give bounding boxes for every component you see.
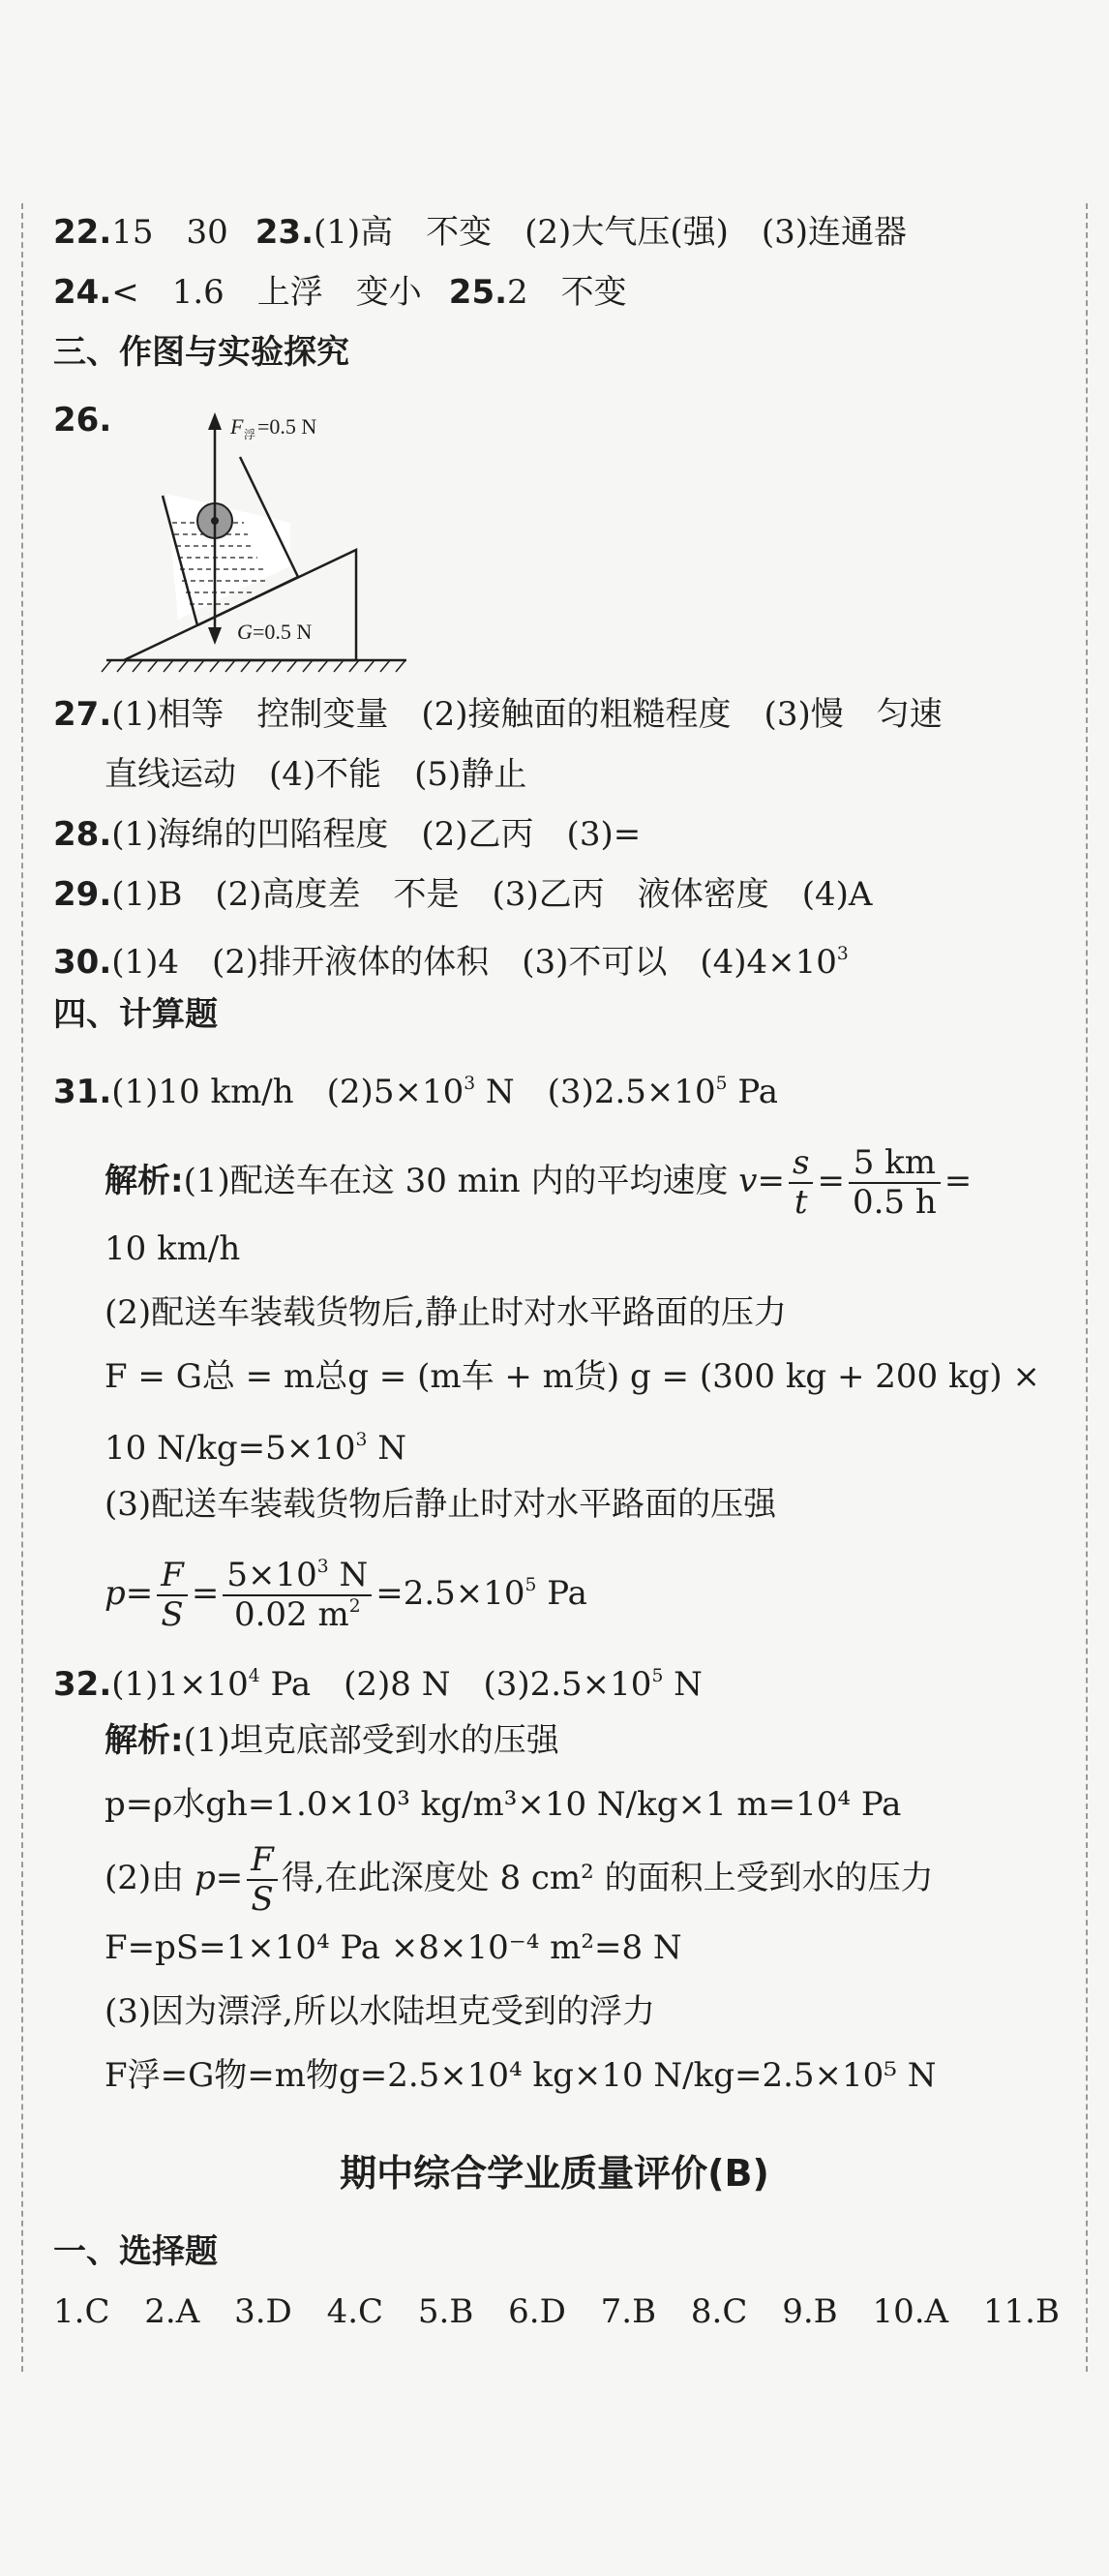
answer-28: 28.(1)海绵的凹陷程度 (2)乙丙 (3)= [53,815,642,854]
solution-31-step-1: 解析:(1)配送车在这 30 min 内的平均速度 v= $\frac{s}{t}$ = $\frac{5 km}{0.5 h}$ = [105,1142,973,1222]
choice-answer: 10.A [872,2292,949,2331]
solution-31-force-result: 10 $N/kg=5\times 10^3$ N [105,1429,406,1469]
solution-32-force: F=pS=1×10⁴ Pa ×8×10⁻⁴ m²=8 N [105,1928,682,1967]
answer-30: 30.(1)4 (2)排开液体的体积 (3)不可以 $(4)4\times 10^3$ [53,943,849,983]
solution-32-step-2: (2)由 p= $\frac{F}{S}$ 得,在此深度处 8 cm² 的面积上受到水的压力 [105,1839,934,1919]
fraction-distance-over-time: $\frac{5 km}{0.5 h}$ [849,1144,941,1222]
solution-32-step-3: (3)因为漂浮,所以水陆坦克受到的浮力 [105,1992,655,2031]
choice-answer: 1.C [53,2292,110,2331]
solution-31-result-1: 10 km/h [105,1229,241,1268]
gravity-symbol: G [237,620,253,644]
answer-32: $32.(1)1\times 10^4$ Pa (2)8 N $(3)2.5\times 10^5$ N [53,1665,703,1705]
choice-answer: 6.D [508,2292,566,2331]
right-margin-line [1086,203,1088,2372]
choice-answer: 7.B [600,2292,657,2331]
solution-32-buoyancy: F浮=G物=m物g=2.5×10⁴ kg×10 N/kg=2.5×10⁵ N [105,2056,937,2095]
fraction-F-over-S: $\frac{F}{S}$ [157,1557,188,1634]
choice-answers-row [53,2290,1060,2333]
choice-answer: 3.D [234,2292,292,2331]
fraction-pressure-values: $\frac{5\times 10^3 N}{0.02 m^2}$ [223,1557,372,1634]
section-title-midterm-b: 期中综合学业质量评价(B) [340,2152,769,2195]
solution-31-step-2: (2)配送车装载货物后,静止时对水平路面的压力 [105,1293,787,1332]
answer-27-line-1: 27.(1)相等 控制变量 (2)接触面的粗糙程度 (3)慢 匀速 [53,695,943,734]
choice-answer: 11.B [982,2292,1060,2331]
choice-answer: 9.B [782,2292,838,2331]
answer-29: 29.(1)B (2)高度差 不是 (3)乙丙 液体密度 (4)A [53,875,873,914]
section-heading-3: 三、作图与实验探究 [53,333,349,372]
solution-32-step-1: 解析:(1)坦克底部受到水的压强 [105,1721,559,1760]
buoyancy-force-subscript: 浮 [244,428,256,441]
gravity-value: =0.5 N [253,620,313,644]
choice-answer: 8.C [690,2292,748,2331]
answer-line-24-25: 24.< 1.6 上浮 变小 25.2 不变 [53,273,627,312]
fraction-s-over-t: $\frac{s}{t}$ [789,1144,813,1222]
answer-line-22-23: 22.15 30 23.(1)高 不变 (2)大气压(强) (3)连通器 [53,213,908,252]
buoyancy-force-value: =0.5 N [257,414,317,439]
force-diagram [97,407,416,678]
choice-answer: 4.C [326,2292,384,2331]
choice-answer: 5.B [417,2292,474,2331]
choice-answer: 2.A [144,2292,200,2331]
question-26-number: 26. [53,401,112,439]
section-heading-4: 四、计算题 [53,995,218,1034]
left-margin-line [21,203,23,2372]
fraction-F-over-S-2: $\frac{F}{S}$ [247,1841,278,1919]
solution-31-pressure-formula: p= $\frac{F}{S}$ = $\frac{5\times 10^3 N}{0.02 m^2}$ $=2.5\times 10^5$ Pa [105,1555,587,1635]
answer-27-line-2: 直线运动 (4)不能 (5)静止 [105,755,527,794]
solution-32-pressure: p=ρ水gh=1.0×10³ kg/m³×10 N/kg×1 m=10⁴ Pa [105,1785,902,1824]
section-heading-1: 一、选择题 [53,2232,218,2271]
buoyancy-force-symbol: F [230,414,244,439]
solution-31-force-formula: F = G总 = m总g = (m车 + m货) g = (300 kg + 200 kg) × [105,1357,1040,1396]
answer-31: 31.(1)10 km/h $(2)5\times 10^3$ N $(3)2.5\times 10^5$ Pa [53,1073,778,1112]
solution-31-step-3: (3)配送车装载货物后静止时对水平路面的压强 [105,1485,777,1524]
